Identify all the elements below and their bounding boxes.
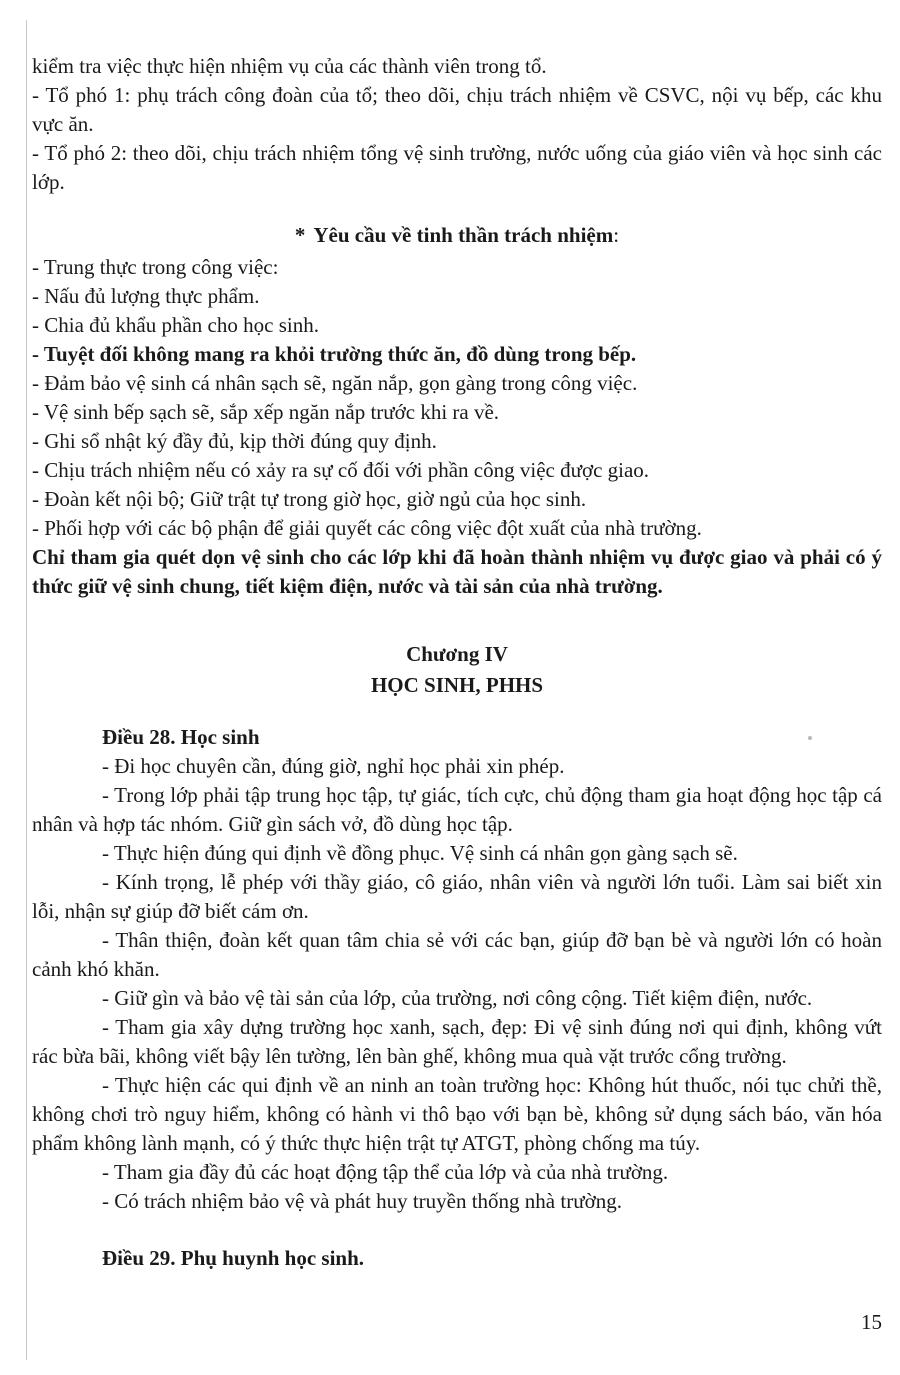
responsibility-item: - Phối hợp với các bộ phận để giải quyết các công việc đột xuất của nhà trường. bbox=[32, 516, 702, 540]
responsibility-item: - Ghi sổ nhật ký đầy đủ, kịp thời đúng quy định. bbox=[32, 429, 437, 453]
responsibility-item: - Trung thực trong công việc: bbox=[32, 255, 279, 279]
responsibility-item: - Chia đủ khẩu phần cho học sinh. bbox=[32, 313, 319, 337]
article-28-item: - Thực hiện đúng qui định về đồng phục. Vệ sinh cá nhân gọn gàng sạch sẽ. bbox=[102, 841, 738, 865]
responsibility-item: - Vệ sinh bếp sạch sẽ, sắp xếp ngăn nắp trước khi ra về. bbox=[32, 400, 500, 424]
article-28-item: - Trong lớp phải tập trung học tập, tự giác, tích cực, chủ động tham gia hoạt động học tập cá nhân và hợp tác nhóm. Giữ gìn sách vở, đồ dùng học tập. bbox=[32, 783, 882, 836]
article-28-item: - Đi học chuyên cần, đúng giờ, nghỉ học phải xin phép. bbox=[102, 754, 565, 778]
responsibility-item-emphasis: - Tuyệt đối không mang ra khỏi trường thức ăn, đồ dùng trong bếp. bbox=[32, 342, 637, 366]
responsibility-item: - Đoàn kết nội bộ; Giữ trật tự trong giờ học, giờ ngủ của học sinh. bbox=[32, 487, 587, 511]
responsibility-item: - Nấu đủ lượng thực phẩm. bbox=[32, 284, 260, 308]
heading-marker: * bbox=[294, 223, 306, 247]
binding-margin-line bbox=[26, 20, 27, 1360]
article-29-title: Điều 29. Phụ huynh học sinh. bbox=[102, 1246, 365, 1270]
article-28-item: - Thực hiện các qui định về an ninh an toàn trường học: Không hút thuốc, nói tục chửi thề, không chơi trò nguy hiểm, không có hành vi thô bạo với bạn bè, không sử dụng sách báo, văn hóa phẩm không lành mạnh, có ý thức thực hiện trật tự ATGT, phòng chống ma túy. bbox=[32, 1073, 882, 1155]
article-28-item: - Tham gia đầy đủ các hoạt động tập thể của lớp và của nhà trường. bbox=[102, 1160, 669, 1184]
chapter-title: Chương IV bbox=[406, 642, 508, 666]
article-28-item: - Có trách nhiệm bảo vệ và phát huy truyền thống nhà trường. bbox=[102, 1189, 622, 1213]
responsibility-closing: Chỉ tham gia quét dọn vệ sinh cho các lớp khi đã hoàn thành nhiệm vụ được giao và phải có ý thức giữ vệ sinh chung, tiết kiệm điện, nước và tài sản của nhà trường. bbox=[32, 545, 882, 598]
article-28-item: - Giữ gìn và bảo vệ tài sản của lớp, của trường, nơi công cộng. Tiết kiệm điện, nước. bbox=[102, 986, 813, 1010]
paragraph-vice-leader-2: - Tổ phó 2: theo dõi, chịu trách nhiệm tổng vệ sinh trường, nước uống của giáo viên và học sinh các lớp. bbox=[32, 141, 882, 194]
page-number: 15 bbox=[861, 1310, 882, 1334]
page-content bbox=[32, 52, 882, 1273]
paragraph-continuation: kiểm tra việc thực hiện nhiệm vụ của các thành viên trong tổ. bbox=[32, 54, 547, 78]
paragraph-vice-leader-1: - Tổ phó 1: phụ trách công đoàn của tổ; theo dõi, chịu trách nhiệm về CSVC, nội vụ bếp, các khu vực ăn. bbox=[32, 83, 882, 136]
responsibility-item: - Chịu trách nhiệm nếu có xảy ra sự cố đối với phần công việc được giao. bbox=[32, 458, 650, 482]
article-28-item: - Kính trọng, lễ phép với thầy giáo, cô giáo, nhân viên và người lớn tuổi. Làm sai biết xin lỗi, nhận sự giúp đỡ biết cám ơn. bbox=[32, 870, 882, 923]
responsibility-heading bbox=[32, 221, 882, 250]
article-28-item: - Thân thiện, đoàn kết quan tâm chia sẻ với các bạn, giúp đỡ bạn bè và người lớn có hoàn cảnh khó khăn. bbox=[32, 928, 882, 981]
chapter-subtitle: HỌC SINH, PHHS bbox=[370, 673, 544, 697]
article-28-title: Điều 28. Học sinh bbox=[102, 725, 260, 749]
responsibility-item: - Đảm bảo vệ sinh cá nhân sạch sẽ, ngăn nắp, gọn gàng trong công việc. bbox=[32, 371, 638, 395]
article-28-item: - Tham gia xây dựng trường học xanh, sạch, đẹp: Đi vệ sinh đúng nơi qui định, không vứt rác bừa bãi, không viết bậy lên tường, lên bàn ghế, không mua quà vặt trước cổng trường. bbox=[32, 1015, 882, 1068]
heading-text: Yêu cầu về tinh thần trách nhiệm bbox=[313, 223, 614, 247]
heading-tail: : bbox=[613, 223, 620, 247]
